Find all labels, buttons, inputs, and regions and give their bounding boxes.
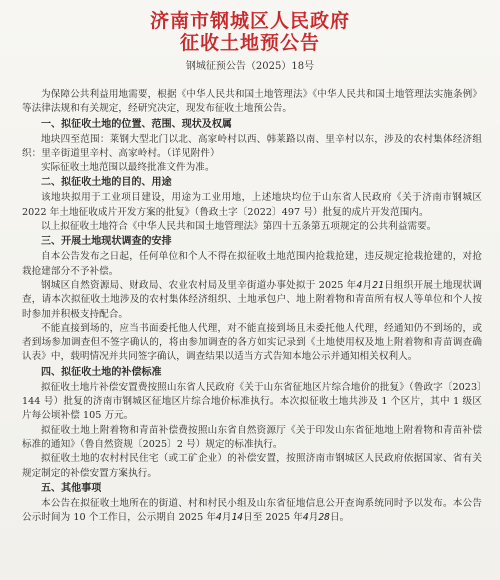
page-title-line2: 征收土地预公告 bbox=[179, 32, 320, 54]
section-2-basis: 以上拟征收土地符合《中华人民共和国土地管理法》第四十五条第五项规定的公共利益需要。 bbox=[41, 221, 437, 233]
section-1-heading: 一、拟征收土地的位置、范围、现状及权属 bbox=[41, 118, 232, 130]
section-4-heading: 四、拟征收土地的补偿标准 bbox=[41, 366, 162, 378]
intro-paragraph: 为保障公共利益用地需要，根据《中华人民共和国土地管理法》《中华人民共和国土地管理法实施条例》等法律法规和有关规定，经研究决定，现发布征收土地预公告。 bbox=[22, 89, 482, 115]
section-2-purpose: 该地块拟用于工业项目建设，用途为工业用地，上述地块均位于山东省人民政府《关于济南市钢城区 2022 年土地征收成片开发方案的批复》（鲁政土字〔2022〕497 号）批复的成片开发范围内。 bbox=[22, 192, 482, 218]
section-4-attachments: 拟征收土地上附着物和青苗补偿费按照山东省自然资源厅《关于印发山东省征地地上附着物和青苗补偿标准的通知》（鲁自然资规〔2025〕2 号）规定的标准执行。 bbox=[22, 424, 482, 450]
section-5-heading: 五、其他事项 bbox=[41, 482, 102, 494]
handwritten-day: 28 bbox=[318, 512, 331, 524]
section-4-land-price: 拟征收土地片补偿安置费按照山东省人民政府《关于山东省征地区片综合地价的批复》（鲁政字〔2023〕144 号）批复的济南市钢城区征地区片综合地价标准执行。本次拟征收土地共涉及 1 个区片，其中 1 级区片每公顷补偿 105 万元。 bbox=[22, 381, 482, 422]
section-3-schedule: 钢城区自然资源局、财政局、农业农村局及里辛街道办事处拟于 2025 年4月21日组织开展土地现状调查，请本次拟征收土地涉及的农村集体经济组织、土地承包户、地上附着物和青苗所有权人等单位和个人按时参加并积极支持配合。 bbox=[22, 279, 482, 320]
notice-body bbox=[22, 88, 482, 525]
section-1-note: 实际征收土地范围以最终批准文件为准。 bbox=[41, 162, 215, 174]
section-4-resettlement: 拟征收土地的农村村民住宅（或工矿企业）的补偿安置，按照济南市钢城区人民政府依据国家、省有关规定制定的补偿安置方案执行。 bbox=[22, 453, 482, 479]
handwritten-day: 21 bbox=[372, 279, 384, 291]
handwritten-month: 4 bbox=[302, 512, 309, 524]
handwritten-month: 4 bbox=[356, 279, 363, 291]
handwritten-day: 14 bbox=[231, 512, 244, 524]
section-1-scope: 地块四至范围：莱钢大型北门以北、高家岭村以西、韩莱路以南、里辛村以东，涉及的农村集体经济组织：里辛街道里辛村、高家岭村。（详见附件） bbox=[22, 133, 482, 159]
section-5-publicity: 本公告在拟征收土地所在的街道、村和村民小组及山东省征地信息公开查询系统同时予以发布。本公告公示时间为 10 个工作日，公示期自 2025 年4月14日至 2025 年4月28日。 bbox=[22, 497, 482, 524]
section-2-heading: 二、拟征收土地的目的、用途 bbox=[41, 177, 172, 189]
document-number: 钢城征预公告（2025）18号 bbox=[185, 61, 315, 72]
page-title-line1: 济南市钢城区人民政府 bbox=[149, 10, 350, 32]
section-3-heading: 三、开展土地现状调查的安排 bbox=[41, 236, 172, 248]
section-3-restriction: 自本公告发布之日起，任何单位和个人不得在拟征收土地范围内抢栽抢建，违反规定抢栽抢建的，对抢栽抢建部分不予补偿。 bbox=[22, 251, 482, 277]
section-3-proxy: 不能直接到场的，应当书面委托他人代理，对不能直接到场且未委托他人代理，经通知仍不到场的，或者到场参加调查但不签字确认的，将由参加调查的各方如实记录到《土地使用权及地上附着物和青苗调查确认表》中，载明情况并共同签字确认，调查结果以适当方式告知本地公示并通知相关权利人。 bbox=[22, 322, 482, 363]
handwritten-month: 4 bbox=[215, 512, 222, 524]
